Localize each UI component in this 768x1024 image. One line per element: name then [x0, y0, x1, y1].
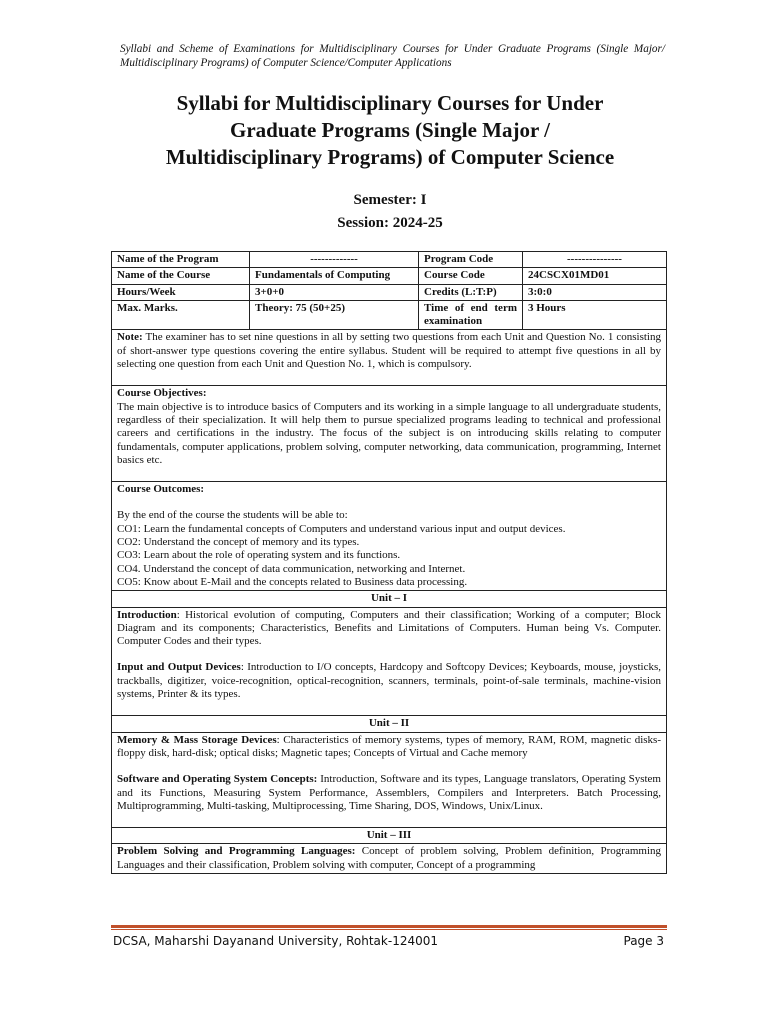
outcomes-heading: Course Outcomes: [117, 483, 205, 496]
topic-text: Concept of problem solving, Problem definition, Programming Languages and their classification, Problem solving with computer, Concept of a programming [117, 845, 661, 871]
topic-text: Introduction, Software and its types, Language translators, Operating System and its Functions, Measuring System Performance, Assemblers, Compilers and Interpreters. Batch Processing, Multiprogramming, Multi-tasking, Multiprocessing, Time Sharing, DOS, Windows, Unix/Linux. [117, 773, 661, 812]
running-header: Syllabi and Scheme of Examinations for Multidisciplinary Courses for Under Graduate Programs (Single Major/ Multidisciplinary Programs) of Computer Science/Computer Applications [120, 43, 665, 69]
footer-rule-thin [111, 929, 667, 930]
unit-paragraph [117, 734, 661, 761]
note-text: The examiner has to set nine questions in all by setting two questions from each Unit and Question No. 1 consisting of short-answer type questions covering the entire syllabus. Student will be required to attempt five questions in all by selecting one question from each Unit and Question No. 1, which is compulsory. [117, 331, 661, 371]
outcomes-intro: By the end of the course the students will be able to: [117, 509, 348, 522]
label-max-marks: Max. Marks. [112, 300, 250, 330]
unit-2-content [112, 732, 667, 827]
unit-1-content [112, 607, 667, 716]
label-course-name: Name of the Course [112, 268, 250, 284]
note-label: Note: [117, 331, 143, 344]
unit-2-title: Unit – II [112, 716, 667, 732]
unit-paragraph [117, 609, 661, 649]
value-credits: 3:0:0 [523, 284, 667, 300]
outcome-item: CO5: Know about E-Mail and the concepts related to Business data processing. [117, 575, 468, 588]
info-row-course [112, 268, 667, 284]
value-course-name: Fundamentals of Computing [250, 268, 419, 284]
page-number: Page 3 [623, 934, 664, 948]
value-hours: 3+0+0 [250, 284, 419, 300]
note-row [112, 330, 667, 386]
objectives-block [112, 386, 667, 482]
topic-text: : Introduction to I/O concepts, Hardcopy and Softcopy Devices; Keyboards, mouse, joysticks, trackballs, digitizer, voice-recognition, optical-recognition, scanners, terminals, point-of-sale terminals, machine-vision systems, Printer & its types. [117, 661, 662, 701]
info-row-marks [112, 300, 667, 330]
info-row-hours [112, 284, 667, 300]
unit-header-row [112, 828, 667, 844]
info-row-program [112, 252, 667, 268]
outcomes-block [112, 482, 667, 591]
unit-content-row [112, 844, 667, 874]
title-line: Syllabi for Multidisciplinary Courses for Under [176, 91, 604, 115]
unit-3-content [112, 844, 667, 874]
value-exam-time: 3 Hours [523, 300, 667, 330]
footer-institution: DCSA, Maharshi Dayanand University, Rohtak-124001 [113, 934, 439, 948]
semester-label: Semester: I [353, 192, 427, 208]
syllabus-table [111, 251, 667, 874]
session-label: Session: 2024-25 [337, 215, 443, 231]
value-program-name: ------------- [250, 252, 419, 268]
outcome-item: CO2: Understand the concept of memory and its types. [117, 536, 360, 549]
value-program-code: --------------- [523, 252, 667, 268]
outcome-item: CO1: Learn the fundamental concepts of Computers and understand various input and output devices. [117, 522, 566, 535]
value-course-code: 24CSCX01MD01 [523, 268, 667, 284]
unit-header-row [112, 591, 667, 607]
value-max-marks: Theory: 75 (50+25) [250, 300, 419, 330]
title-line: Multidisciplinary Programs) of Computer Science [165, 145, 615, 169]
unit-paragraph [117, 845, 661, 872]
objectives-text: The main objective is to introduce basics of Computers and its working in a simple language to all undergraduate students, regardless of their specialization. It will help them to pursue specialized programs leading to technical and professional careers and certifications in the industry. The focus of the subject is on introducing skills relating to computer fundamentals, computer applications, problem solving, computer networking, data communication, programming, Internet basics etc. [117, 400, 661, 466]
topic-heading: Introduction [117, 608, 177, 621]
label-course-code: Course Code [419, 268, 523, 284]
unit-paragraph [117, 661, 661, 701]
unit-header-row [112, 716, 667, 732]
label-credits: Credits (L:T:P) [419, 284, 523, 300]
outcome-item: CO3: Learn about the role of operating system and its functions. [117, 549, 401, 562]
topic-heading: Software and Operating System Concepts: [117, 773, 318, 786]
objectives-heading: Course Objectives: [117, 387, 207, 400]
objectives-row [112, 386, 667, 482]
label-program-code: Program Code [419, 252, 523, 268]
label-program-name: Name of the Program [112, 252, 250, 268]
unit-1-title: Unit – I [112, 591, 667, 607]
note-block [112, 330, 667, 386]
topic-heading: Input and Output Devices [117, 661, 241, 674]
label-exam-time: Time of end term examination [419, 300, 523, 330]
topic-heading: Problem Solving and Programming Languages: [117, 845, 356, 858]
label-hours: Hours/Week [112, 284, 250, 300]
unit-content-row [112, 732, 667, 827]
page-title [110, 90, 670, 171]
footer-rule [111, 925, 667, 928]
unit-content-row [112, 607, 667, 716]
unit-paragraph [117, 773, 661, 813]
topic-text: : Historical evolution of computing, Computers and their classification; Working of a computer; Block Diagram and its components; Characteristics, Benefits and Limitations of Computers. Human being Vs. Computer. Computer Codes and their types. [117, 608, 661, 648]
unit-3-title: Unit – III [112, 828, 667, 844]
topic-heading: Memory & Mass Storage Devices [117, 733, 277, 746]
outcome-item: CO4. Understand the concept of data communication, networking and Internet. [117, 562, 466, 575]
outcomes-row [112, 482, 667, 591]
title-line: Graduate Programs (Single Major / [229, 118, 550, 142]
topic-text: : Characteristics of memory systems, types of memory, RAM, ROM, magnetic disks-floppy disk, hard-disk; optical disks; Magnetic tapes; Concepts of Virtual and Cache memory [117, 733, 661, 759]
